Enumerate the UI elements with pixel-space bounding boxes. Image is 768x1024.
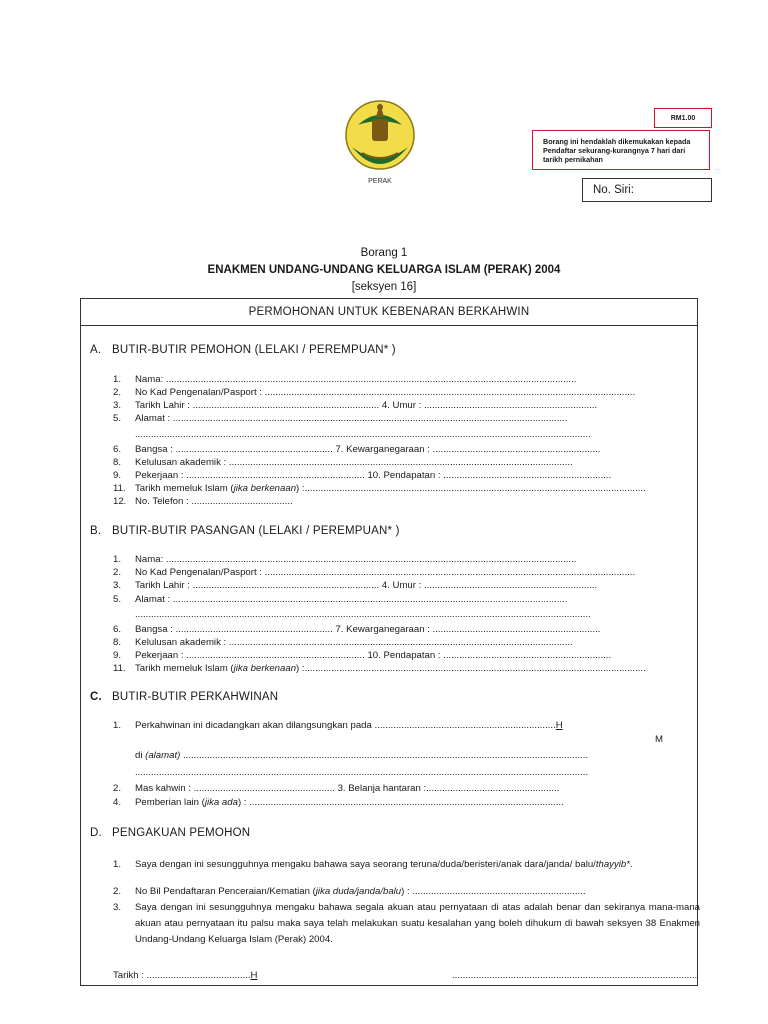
c-pemberian-field[interactable]: 4. Pemberian lain (jika ada) : ...................................................................................................................... — [113, 797, 564, 808]
b-islam-field[interactable]: 11. Tarikh memeluk Islam (jika berkenaan) :................................................................................................................................ — [113, 663, 646, 674]
section-c-heading: C. BUTIR-BUTIR PERKAHWINAN — [90, 691, 279, 703]
b-nama-field[interactable]: 1. Nama: .......................................................................................................................................................... — [113, 554, 577, 565]
a-kerja-field[interactable]: 9. Pekerjaan : ................................................................... 10. Pendapatan : ............................................................... — [113, 470, 612, 481]
a-telefon-field[interactable]: 12. No. Telefon : ...................................... — [113, 496, 293, 507]
d-signature-line[interactable]: ............................................................................................ — [452, 970, 698, 981]
act-title: ENAKMEN UNDANG-UNDANG KELUARGA ISLAM (PERAK) 2004 — [207, 264, 561, 276]
section-d-heading: D. PENGAKUAN PEMOHON — [90, 827, 251, 839]
a-islam-field[interactable]: 11. Tarikh memeluk Islam (jika berkenaan) :................................................................................................................................ — [113, 483, 646, 494]
b-kad-field[interactable]: 2. No Kad Pengenalan/Pasport : ........................................................................................................................................... — [113, 567, 636, 578]
a-nama-field[interactable]: 1. Nama: .......................................................................................................................................................... — [113, 374, 577, 385]
submission-notice: Borang ini hendaklah dikemukakan kepada Pendaftar sekurang-kurangnya 7 hari dari tarikh pernikahan — [532, 130, 710, 170]
a-bangsa-field[interactable]: 6. Bangsa : ........................................................... 7. Kewarganegaraan : ............................................................... — [113, 444, 601, 455]
section-a-heading: A. BUTIR-BUTIR PEMOHON (LELAKI / PEREMPUAN* ) — [90, 344, 396, 356]
form-number: Borang 1 — [360, 247, 408, 259]
b-akademik-field[interactable]: 8. Kelulusan akademik : ................................................................................................................................. — [113, 637, 573, 648]
b-lahir-umur-field[interactable]: 3. Tarikh Lahir : ...................................................................... 4. Umur : ................................................................. — [113, 580, 598, 591]
b-bangsa-field[interactable]: 6. Bangsa : ........................................................... 7. Kewarganegaraan : ............................................................... — [113, 624, 601, 635]
section-b-heading: B. BUTIR-BUTIR PASANGAN (LELAKI / PEREMPUAN* ) — [90, 525, 400, 537]
a-kad-field[interactable]: 2. No Kad Pengenalan/Pasport : ........................................................................................................................................... — [113, 387, 636, 398]
c-date-field[interactable]: 1. Perkahwinan ini dicadangkan akan dilangsungkan pada ....................................................................H — [113, 720, 563, 731]
c-mas-kahwin-field[interactable]: 2. Mas kahwin : ..................................................... 3. Belanja hantaran :.................................................. — [113, 783, 560, 794]
form-heading: PERMOHONAN UNTUK KEBENARAN BERKAHWIN — [80, 298, 698, 326]
b-kerja-field[interactable]: 9. Pekerjaan : ................................................................... 10. Pendapatan : ............................................................... — [113, 650, 612, 661]
crest-caption: PERAK — [368, 178, 392, 185]
perak-crest-logo — [338, 95, 422, 187]
d-bil-field[interactable]: 2. No Bil Pendaftaran Penceraian/Kematian (jika duda/janda/balu) : ................................................................. — [113, 886, 586, 897]
b-alamat-field[interactable]: 5. Alamat : .................................................................................................................................................... — [113, 594, 568, 605]
d-declaration-truth: 3. Saya dengan ini sesungguhnya mengaku bahawa segala akuan atau pernyataan di atas adalah benar dan sekiranya mana-mana akuan atau pernyataan itu palsu maka saya telah melakukan suatu kesalahan yang boleh dihukum di bawah seksyen 38 Enakmen Undang-Undang Keluarga Islam (Perak) 2004. — [113, 902, 700, 945]
d-declaration-status: 1. Saya dengan ini sesungguhnya mengaku bahawa saya seorang teruna/duda/beristeri/anak dara/janda/ balu/thayyib*. — [113, 859, 633, 870]
b-alamat-line2[interactable]: ........................................................................................................................................................................... — [135, 609, 591, 620]
section-reference: [seksyen 16] — [351, 281, 417, 293]
price-box: RM1.00 — [654, 108, 712, 128]
a-alamat-field[interactable]: 5. Alamat : .................................................................................................................................................... — [113, 413, 568, 424]
serial-number-field[interactable]: No. Siri: — [582, 178, 712, 202]
d-tarikh-field[interactable]: Tarikh : .......................................H — [113, 970, 258, 981]
a-alamat-line2[interactable]: ........................................................................................................................................................................... — [135, 429, 591, 440]
c-alamat-field[interactable]: di (alamat) ........................................................................................................................................................ — [135, 750, 589, 761]
a-akademik-field[interactable]: 8. Kelulusan akademik : ................................................................................................................................. — [113, 457, 573, 468]
a-lahir-umur-field[interactable]: 3. Tarikh Lahir : ...................................................................... 4. Umur : ................................................................. — [113, 400, 598, 411]
c-m-suffix: M — [655, 734, 663, 745]
c-alamat-line2[interactable]: .......................................................................................................................................................................... — [135, 767, 589, 778]
